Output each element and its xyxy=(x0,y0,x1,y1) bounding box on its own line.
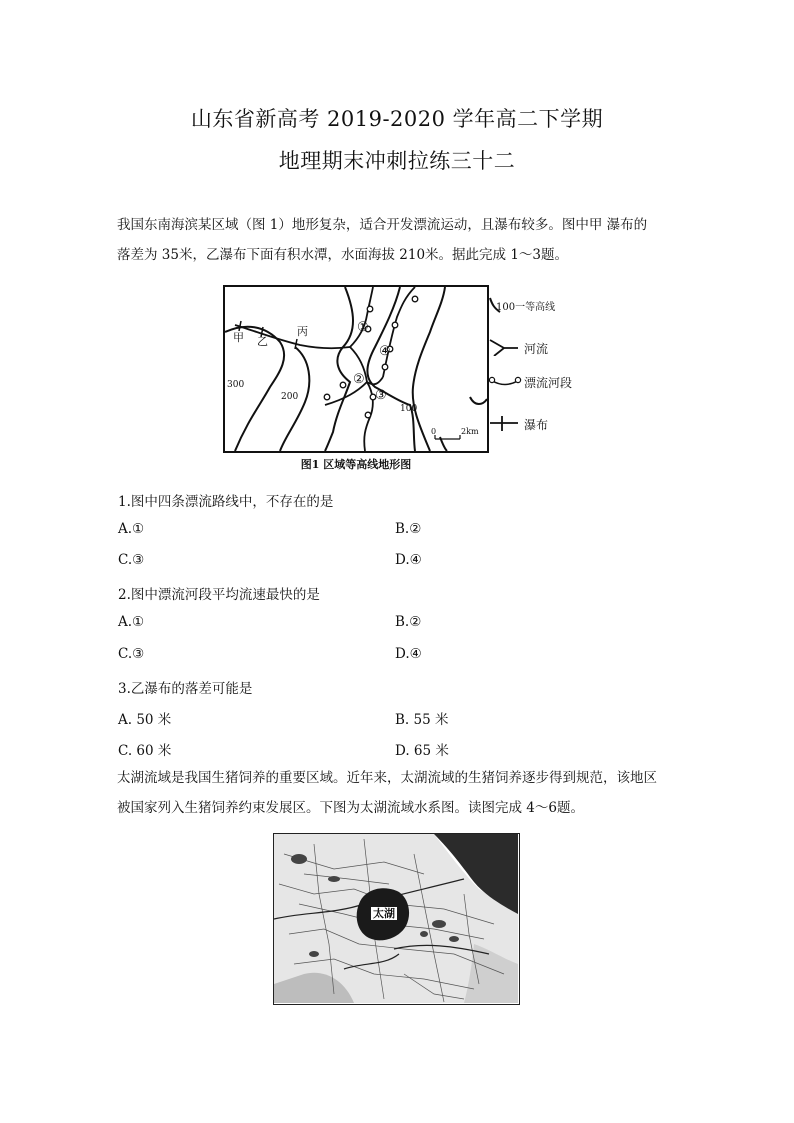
taihu-basin-map xyxy=(273,833,520,1005)
rafting-segment-icon xyxy=(488,372,522,390)
legend-item-river xyxy=(488,338,588,358)
q3-option-b[interactable]: B. 55 米 xyxy=(395,712,449,728)
route-2-label: ② xyxy=(353,372,365,387)
title-line-1: 山东省新高考 2019-2020 学年高二下学期 xyxy=(190,107,604,131)
river-icon xyxy=(488,338,522,356)
intro-1-line-1: 我国东南海滨某区域（图 1）地形复杂，适合开发漂流运动，且瀑布较多。图中甲 瀑布的 xyxy=(117,217,648,233)
legend-label-contour: 100一等高线 xyxy=(496,302,556,313)
figure-1-caption: 图1 区域等高线地形图 xyxy=(300,458,412,471)
route-3-label: ③ xyxy=(375,388,387,403)
legend-label-rafting: 漂流河段 xyxy=(524,376,573,390)
legend-item-rafting xyxy=(488,372,588,392)
q2-option-a[interactable]: A.① xyxy=(118,614,145,630)
route-4-label: ④ xyxy=(379,344,391,359)
taihu-lake-label: 太湖 xyxy=(373,907,395,920)
intro-2-line-2: 被国家列入生猪饲养约束发展区。下图为太湖流域水系图。读图完成 4～6题。 xyxy=(117,800,584,816)
q3-option-c[interactable]: C. 60 米 xyxy=(118,743,172,759)
label-jia: 甲 xyxy=(233,331,244,344)
q1-option-d[interactable]: D.④ xyxy=(395,552,422,568)
contour-label-100: 100 xyxy=(400,404,418,414)
label-bing: 丙 xyxy=(297,325,308,338)
question-3-stem: 3.乙瀑布的落差可能是 xyxy=(118,681,253,697)
q1-option-a[interactable]: A.① xyxy=(118,521,145,537)
scale-zero: 0 xyxy=(431,427,437,436)
contour-map-figure xyxy=(223,285,489,453)
contour-label-200: 200 xyxy=(281,392,299,402)
q3-option-a[interactable]: A. 50 米 xyxy=(118,712,172,728)
label-yi: 乙 xyxy=(257,335,268,348)
title-line-2: 地理期末冲刺拉练三十二 xyxy=(278,149,516,173)
legend-label-river: 河流 xyxy=(524,342,549,356)
map-legend xyxy=(488,292,588,432)
q2-option-b[interactable]: B.② xyxy=(395,614,422,630)
intro-paragraph-2 xyxy=(117,763,677,823)
waterfall-icon xyxy=(488,414,522,432)
legend-label-waterfall: 瀑布 xyxy=(524,418,549,432)
intro-paragraph-1 xyxy=(117,210,677,270)
question-2-stem: 2.图中漂流河段平均流速最快的是 xyxy=(118,587,320,603)
scale-length: 2km xyxy=(461,427,479,436)
q1-option-b[interactable]: B.② xyxy=(395,521,422,537)
q1-option-c[interactable]: C.③ xyxy=(118,552,145,568)
question-1-stem: 1.图中四条漂流路线中，不存在的是 xyxy=(118,494,334,510)
legend-item-contour xyxy=(488,296,588,316)
q3-option-d[interactable]: D. 65 米 xyxy=(395,743,449,759)
contour-label-300: 300 xyxy=(227,380,245,390)
intro-2-line-1: 太湖流域是我国生猪饲养的重要区域。近年来，太湖流域的生猪饲养逐步得到规范，该地区 xyxy=(117,770,657,786)
q2-option-c[interactable]: C.③ xyxy=(118,646,145,662)
q2-option-d[interactable]: D.④ xyxy=(395,646,422,662)
route-1-label: ① xyxy=(357,320,369,335)
intro-1-line-2: 落差为 35米，乙瀑布下面有积水潭，水面海拔 210米。据此完成 1～3题。 xyxy=(117,247,568,263)
legend-item-waterfall xyxy=(488,414,588,434)
